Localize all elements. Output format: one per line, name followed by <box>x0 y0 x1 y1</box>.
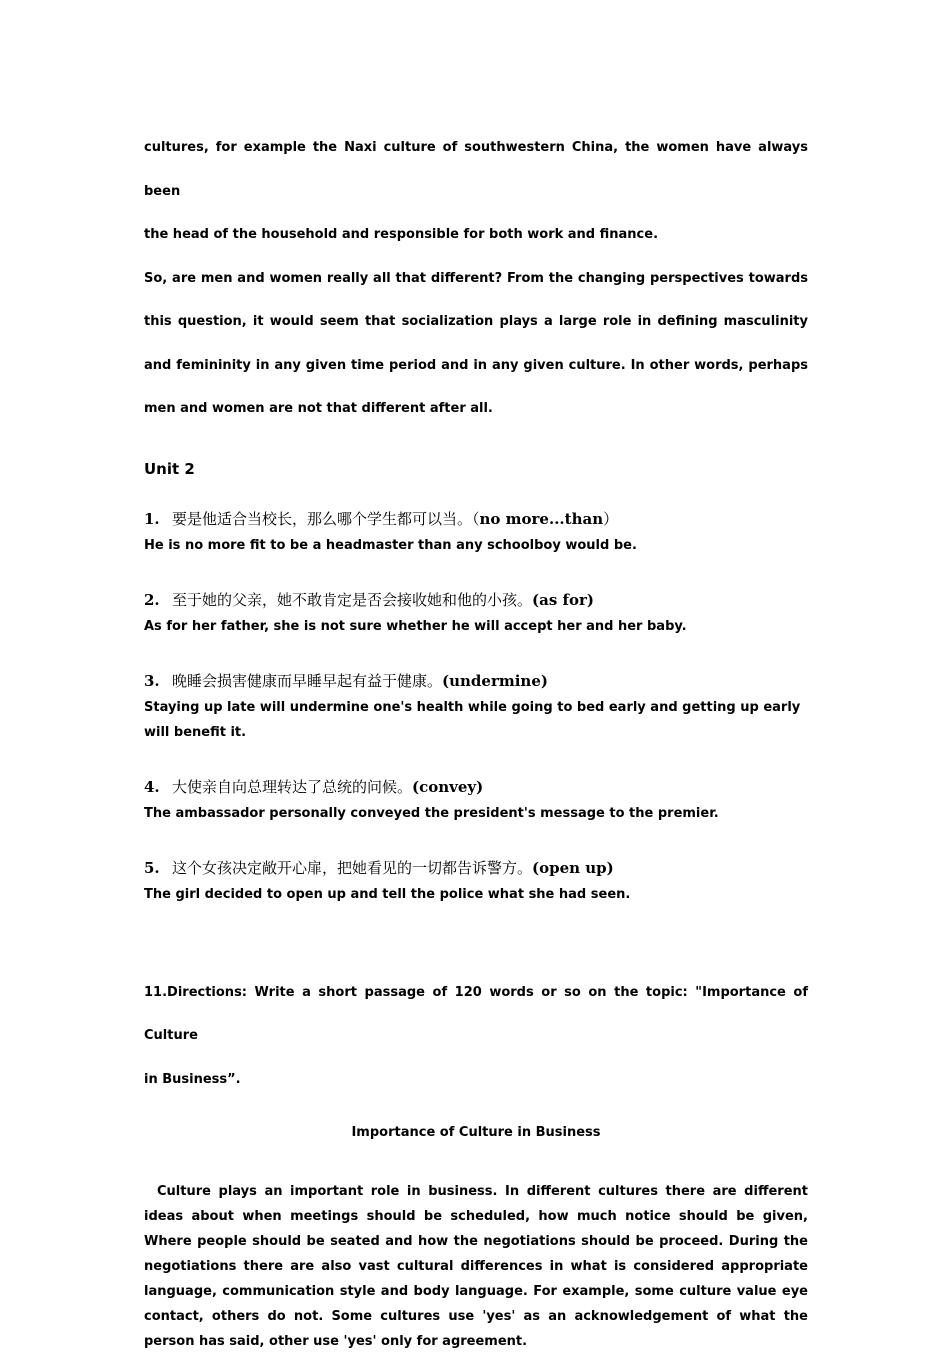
translation-question <box>144 775 808 799</box>
keyword: (open up) <box>532 858 614 877</box>
translation-item <box>144 775 808 826</box>
essay-body: Culture plays an important role in business. In different cultures there are different ideas about when meetings should be scheduled, how much notice should be given, Where people should be seated and how the negotiations should be proceed. During the negotiations there are also vast cultural differences in what is considered appropriate language, communication style and body language. For example, some culture value eye contact, others do not. Some cultures use 'yes' as an acknowledgement of what the person has said, other use 'yes' only for agreement. <box>144 1184 808 1349</box>
item-number: 2. <box>144 590 160 609</box>
translation-item <box>144 669 808 745</box>
translation-answer: The ambassador personally conveyed the president's message to the premier. <box>144 805 719 821</box>
unit-heading: Unit 2 <box>144 459 195 478</box>
paragraph-line: cultures, for example the Naxi culture of southwestern China, the women have always been <box>144 140 808 199</box>
keyword: (undermine) <box>442 671 548 690</box>
paragraph-line: the head of the household and responsible for both work and finance. <box>144 227 659 242</box>
translation-answer: Staying up late will undermine one's health while going to bed early and getting up early will benefit it. <box>144 699 801 740</box>
paragraph-continued <box>144 126 808 257</box>
chinese-sentence: 要是他适合当校长，那么哪个学生都可以当。（ <box>172 509 480 528</box>
directions-line: in Business”. <box>144 1071 241 1087</box>
chinese-sentence: 晚睡会损害健康而早睡早起有益于健康。 <box>172 671 443 690</box>
translation-question <box>144 669 808 693</box>
chinese-sentence: 这个女孩决定敞开心扉，把她看见的一切都告诉警方。 <box>172 858 533 877</box>
translation-question <box>144 588 808 612</box>
translation-item <box>144 856 808 907</box>
translation-answer: As for her father, she is not sure whether he will accept her and her baby. <box>144 618 687 634</box>
item-number: 4. <box>144 777 160 796</box>
chinese-sentence: 大使亲自向总理转达了总统的问候。 <box>172 777 413 796</box>
essay-title: Importance of Culture in Business <box>351 1125 601 1140</box>
writing-directions <box>144 971 808 1102</box>
translation-item <box>144 588 808 639</box>
translation-answer: He is no more fit to be a headmaster than any schoolboy would be. <box>144 537 637 553</box>
directions-line: 11.Directions: Write a short passage of 120 words or so on the topic: "Importance of Culture <box>144 984 808 1043</box>
translation-answer: The girl decided to open up and tell the police what she had seen. <box>144 886 631 902</box>
translation-list <box>144 507 808 907</box>
translation-question <box>144 507 808 531</box>
bracket-close: ） <box>603 509 619 528</box>
item-number: 1. <box>144 509 160 528</box>
paragraph-socialization: So, are men and women really all that different? From the changing perspectives towards this question, it would seem that socialization plays a large role in defining masculinity and femininity in any given time period and in any given culture. In other words, perhaps men and women are not that different after all. <box>144 270 808 416</box>
keyword: (as for) <box>532 590 594 609</box>
item-number: 3. <box>144 671 160 690</box>
keyword: (convey) <box>412 777 484 796</box>
chinese-sentence: 至于她的父亲，她不敢肯定是否会接收她和他的小孩。 <box>172 590 533 609</box>
document-page <box>144 126 808 1354</box>
item-number: 5. <box>144 858 160 877</box>
translation-question <box>144 856 808 880</box>
keyword: no more...than <box>479 509 604 528</box>
translation-item <box>144 507 808 558</box>
